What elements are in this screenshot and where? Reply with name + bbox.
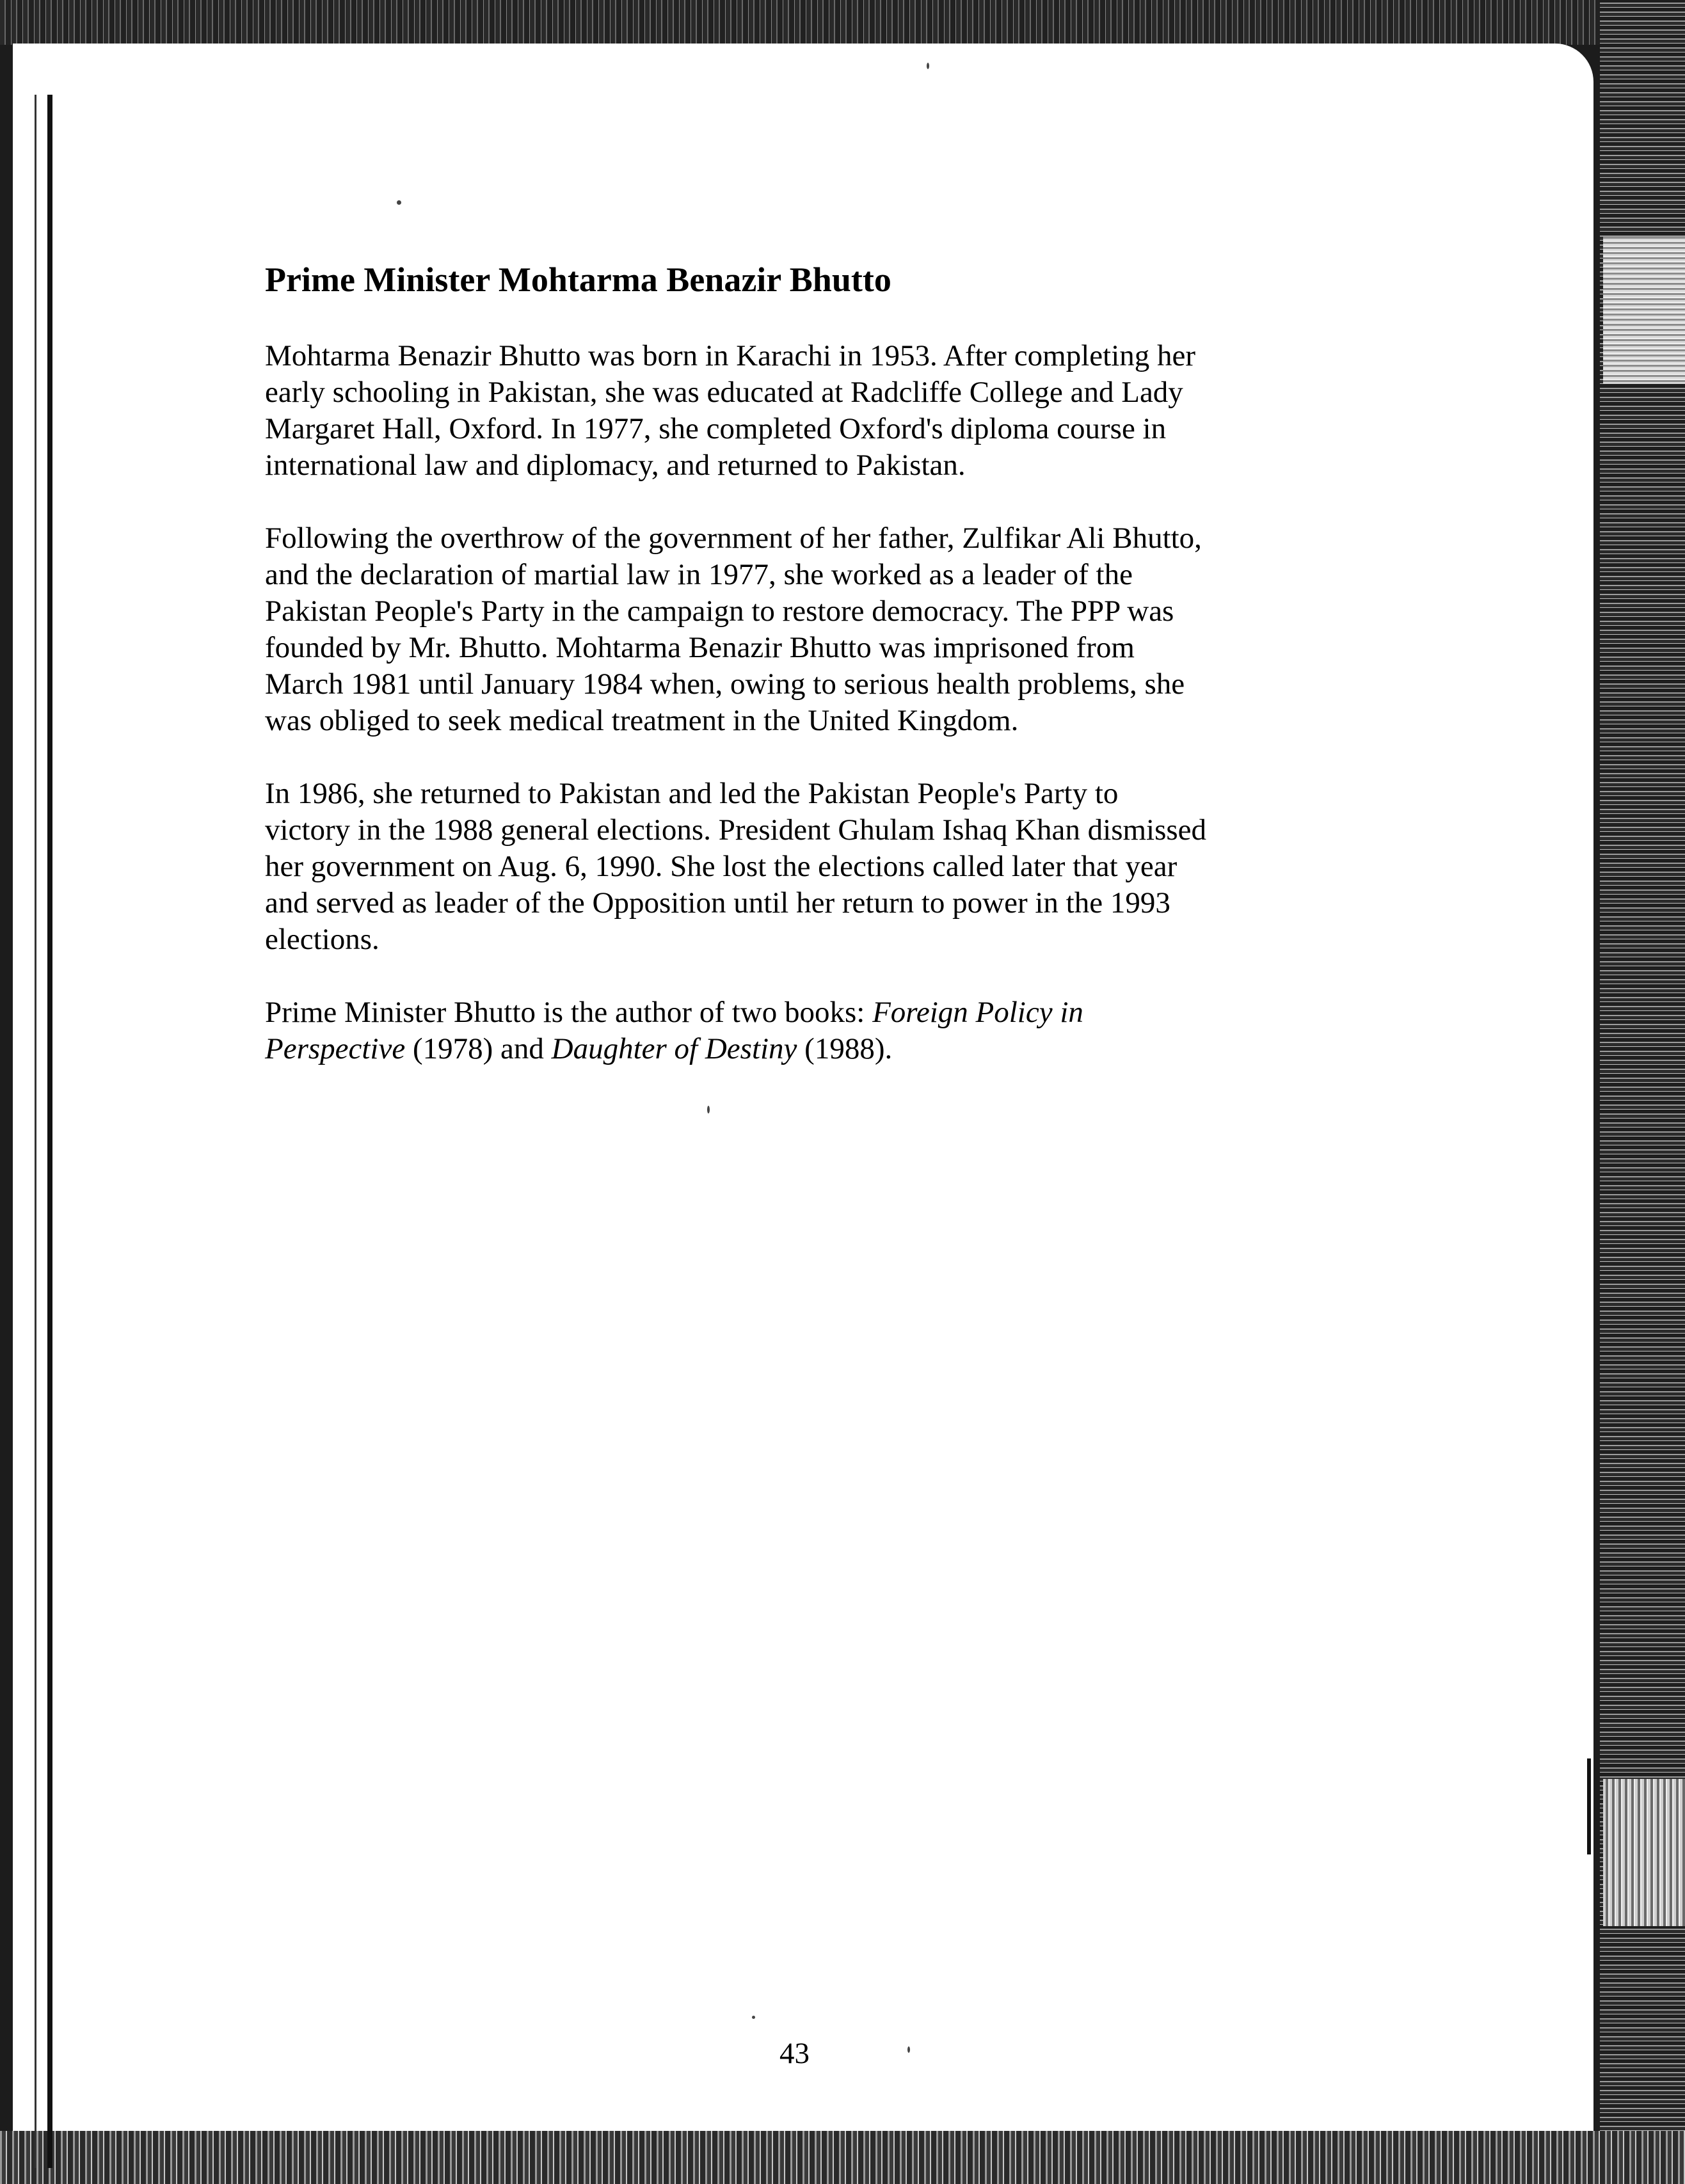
text-line: founded by Mr. Bhutto. Mohtarma Benazir Bhutto was imprisoned from bbox=[265, 630, 1135, 664]
text-line: elections. bbox=[265, 922, 379, 956]
text-line: and the declaration of martial law in 1977, she worked as a leader of the bbox=[265, 557, 1133, 591]
books-year-text-2: (1988). bbox=[797, 1032, 893, 1065]
text-line bbox=[265, 1031, 1353, 1067]
right-edge-mark bbox=[1587, 1758, 1591, 1854]
page-number: 43 bbox=[779, 2037, 810, 2070]
article bbox=[265, 259, 1353, 1104]
book-title-foreign-policy-part1: Foreign Policy in bbox=[872, 995, 1083, 1029]
binder-line bbox=[47, 95, 52, 2168]
text-line: March 1981 until January 1984 when, owing to serious health problems, she bbox=[265, 667, 1185, 701]
binder-line-thin bbox=[35, 95, 36, 2168]
text-line: Mohtarma Benazir Bhutto was born in Karachi in 1953. After completing her bbox=[265, 339, 1196, 372]
scan-border-top bbox=[0, 0, 1685, 45]
paragraph-books bbox=[265, 994, 1353, 1067]
scan-speck bbox=[397, 200, 401, 205]
text-line: victory in the 1988 general elections. President Ghulam Ishaq Khan dismissed bbox=[265, 813, 1207, 847]
text-line: early schooling in Pakistan, she was educated at Radcliffe College and Lady bbox=[265, 375, 1183, 409]
scan-border-right-band-lower bbox=[1603, 1779, 1685, 1926]
text-line: Following the overthrow of the government of her father, Zulfikar Ali Bhutto, bbox=[265, 521, 1202, 555]
scan-border-bottom bbox=[0, 2131, 1685, 2184]
text-line: international law and diplomacy, and returned to Pakistan. bbox=[265, 448, 966, 482]
paragraph-imprisonment bbox=[265, 520, 1353, 739]
text-line: was obliged to seek medical treatment in the United Kingdom. bbox=[265, 703, 1019, 737]
books-year-text: (1978) and bbox=[405, 1032, 552, 1065]
scan-speck bbox=[752, 2016, 755, 2019]
scan-speck bbox=[707, 1106, 710, 1113]
text-line: her government on Aug. 6, 1990. She lost the elections called later that year bbox=[265, 849, 1178, 883]
text-line: Margaret Hall, Oxford. In 1977, she completed Oxford's diploma course in bbox=[265, 411, 1167, 445]
paragraph-biography bbox=[265, 338, 1353, 484]
article-title: Prime Minister Mohtarma Benazir Bhutto bbox=[265, 260, 891, 299]
text-line: and served as leader of the Opposition until her return to power in the 1993 bbox=[265, 886, 1170, 920]
paragraph-elections bbox=[265, 776, 1353, 958]
text-line: In 1986, she returned to Pakistan and led the Pakistan People's Party to bbox=[265, 776, 1119, 810]
scan-speck bbox=[927, 63, 929, 69]
book-title-foreign-policy-part2: Perspective bbox=[265, 1032, 406, 1065]
books-intro-text: Prime Minister Bhutto is the author of two books: bbox=[265, 995, 873, 1029]
book-title-daughter-of-destiny: Daughter of Destiny bbox=[551, 1032, 797, 1065]
scan-border-right-band bbox=[1603, 237, 1685, 384]
scan-speck bbox=[907, 2046, 910, 2053]
text-line: Pakistan People's Party in the campaign to restore democracy. The PPP was bbox=[265, 594, 1174, 628]
text-line bbox=[265, 994, 1353, 1031]
